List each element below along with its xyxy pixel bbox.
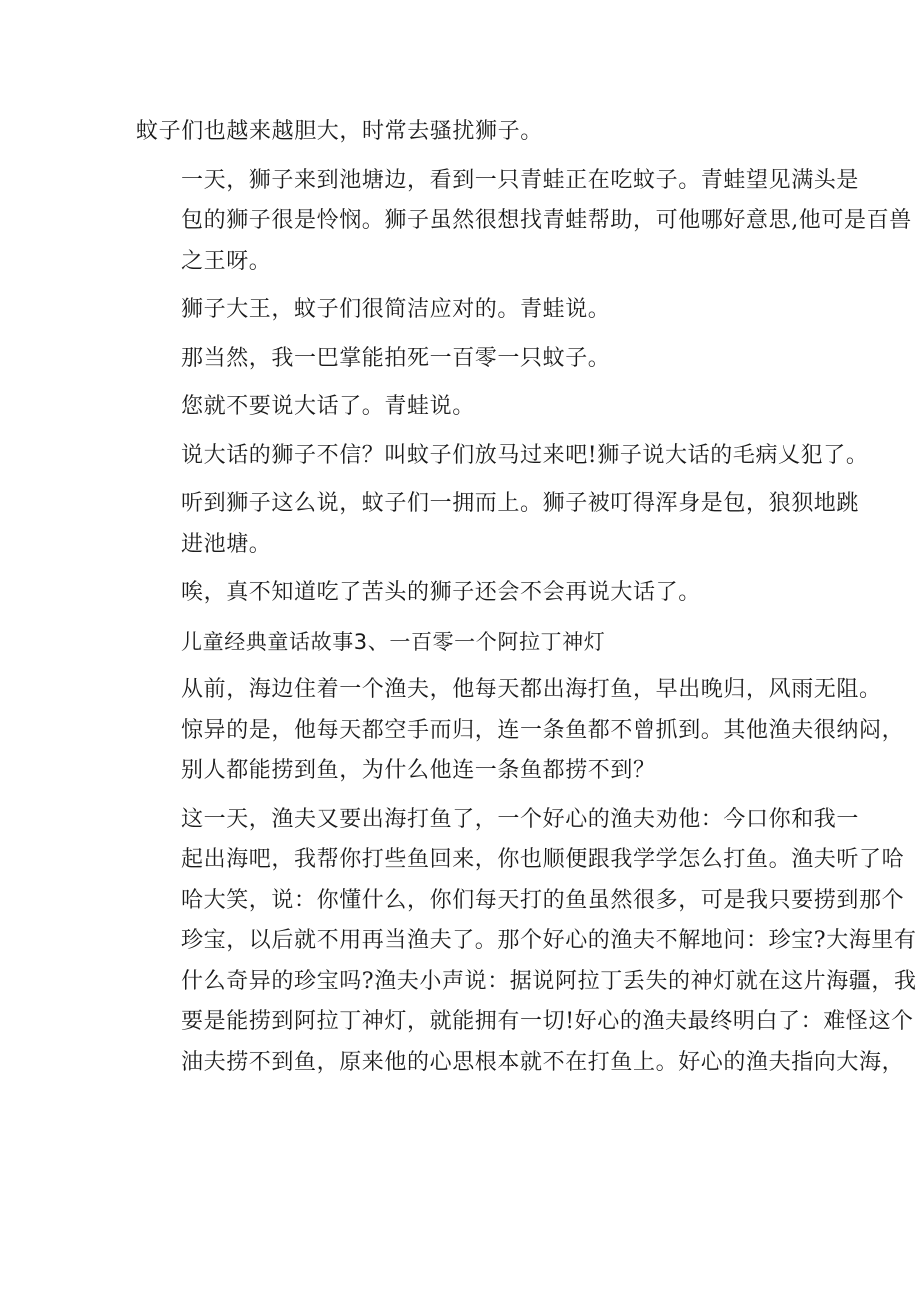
text-line: 狮子大王，蚊子们很简洁应对的。青蛙说。 — [181, 297, 611, 322]
paragraph — [136, 387, 796, 428]
paragraph — [136, 670, 905, 792]
text-line: 您就不要说大话了。青蛙说。 — [181, 394, 475, 419]
text-line: 别人都能捞到鱼，为什么他连一条鱼都捞不到？ — [181, 758, 656, 783]
text-line: 蚊子们也越来越胆大，时常去骚扰狮子。 — [136, 119, 543, 144]
text-line: 一天，狮子来到池塘边，看到一只青蛙正在吃蚊子。青蛙望见满头是 — [181, 167, 860, 193]
paragraph — [136, 290, 796, 331]
text-line: 要是能捞到阿拉丁神灯，就能拥有一切!好心的渔夫最终明白了：难怪这个 — [181, 1009, 914, 1034]
paragraph — [136, 112, 796, 153]
document-body — [136, 112, 917, 1091]
text-line: 唉，真不知道吃了苦头的狮子还会不会再说大话了。 — [181, 580, 701, 605]
text-line: 那当然，我一巴掌能拍死一百零一只蚊子。 — [181, 345, 611, 371]
text-line: 哈大笑，说：你懂什么，你们每天打的鱼虽然很多，可是我只要捞到那个 — [181, 887, 905, 913]
text-line: 包的狮子很是怜悯。狮子虽然很想找青蛙帮助，可他哪好意思,他可是百兽 — [181, 208, 912, 233]
section-heading — [136, 622, 796, 663]
text-line: 这一天，渔夫又要出海打鱼了，一个好心的渔夫劝他：今口你和我一 — [181, 806, 860, 832]
text-line: 说大话的狮子不信？叫蚊子们放马过来吧!狮子说大话的毛病乂犯了。 — [181, 442, 869, 468]
paragraph — [136, 573, 796, 614]
paragraph — [136, 436, 869, 477]
text-line: 惊异的是，他每天都空手而归，连一条鱼都不曾抓到。其他渔夫很纳闷， — [181, 717, 905, 743]
text-line: 儿童经典童话故事3、一百零一个阿拉丁神灯 — [181, 629, 606, 654]
text-line: 起出海吧，我帮你打些鱼回来，你也顺便跟我学学怎么打鱼。渔夫听了哈 — [181, 847, 905, 872]
paragraph — [136, 161, 912, 283]
text-line: 珍宝，以后就不用再当渔夫了。那个好心的渔夫不解地问：珍宝?大海里有 — [181, 928, 917, 953]
paragraph — [136, 339, 796, 380]
text-line: 油夫捞不到鱼，原来他的心思根本就不在打鱼上。好心的渔夫指向大海， — [181, 1049, 905, 1075]
text-line: 什么奇异的珍宝吗?渔夫小声说：据说阿拉丁丢失的神灯就在这片海疆，我 — [181, 968, 917, 994]
paragraph — [136, 484, 860, 565]
paragraph — [136, 800, 917, 1084]
text-line: 从前，海边住着一个渔夫，他每天都出海打鱼，早出晚归，风雨无阻。 — [181, 677, 882, 702]
text-line: 之王呀。 — [181, 248, 272, 274]
text-line: 听到狮子这么说，蚊子们一拥而上。狮子被叮得浑身是包，狼狈地跳 — [181, 491, 860, 516]
text-line: 进池塘。 — [181, 531, 272, 557]
